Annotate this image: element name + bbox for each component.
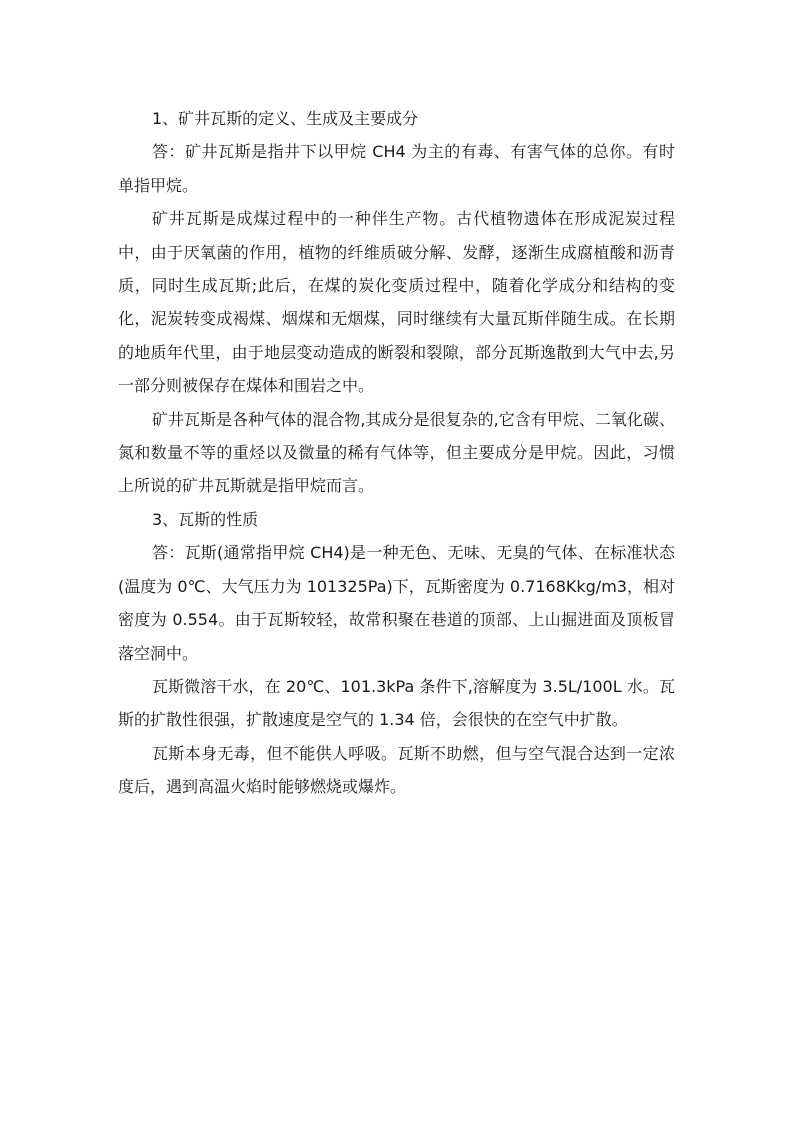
document-body bbox=[118, 102, 675, 804]
section-heading-gas-definition: 1、矿井瓦斯的定义、生成及主要成分 bbox=[152, 109, 419, 128]
paragraph-gas-solubility: 瓦斯微溶干水，在 20℃、101.3kPa 条件下,溶解度为 3.5L/100L 水。瓦斯的扩散性很强，扩散速度是空气的 1.34 倍，会很快的在空气中扩散。 bbox=[118, 676, 675, 730]
paragraph-gas-toxicity: 瓦斯本身无毒，但不能供人呼吸。瓦斯不助燃，但与空气混合达到一定浓度后，遇到高温火焰时能够燃烧或爆炸。 bbox=[118, 743, 675, 797]
paragraph-answer-definition: 答：矿井瓦斯是指井下以甲烷 CH4 为主的有毒、有害气体的总你。有时单指甲烷。 bbox=[118, 142, 675, 195]
paragraph-gas-formation: 矿井瓦斯是成煤过程中的一种伴生产物。古代植物遗体在形成泥炭过程中，由于厌氧菌的作用，植物的纤维质破分解、发酵，逐渐生成腐植酸和沥青质，同时生成瓦斯;此后，在煤的炭化变质过程中，随着化学成分和结构的变化，泥炭转变成褐煤、烟煤和无烟煤，同时继续有大量瓦斯伴随生成。在长期的地质年代里，由于地层变动造成的断裂和裂隙，部分瓦斯逸散到大气中去,另一部分则被保存在煤体和围岩之中。 bbox=[118, 209, 675, 396]
paragraph-answer-properties: 答：瓦斯(通常指甲烷 CH4)是一种无色、无味、无臭的气体、在标准状态(温度为 0℃、大气压力为 101325Pa)下，瓦斯密度为 0.7168Kkg/m3，相对密度为 0.554。由于瓦斯较轻，故常积聚在巷道的顶部、上山掘进面及顶板冒落空洞中。 bbox=[118, 543, 675, 663]
section-heading-gas-properties: 3、瓦斯的性质 bbox=[152, 509, 259, 529]
paragraph-gas-composition: 矿井瓦斯是各种气体的混合物,其成分是很复杂的,它含有甲烷、二氧化碳、氮和数量不等的重烃以及微量的稀有气体等，但主要成分是甲烷。因此，习惯上所说的矿井瓦斯就是指甲烷而言。 bbox=[118, 409, 675, 496]
